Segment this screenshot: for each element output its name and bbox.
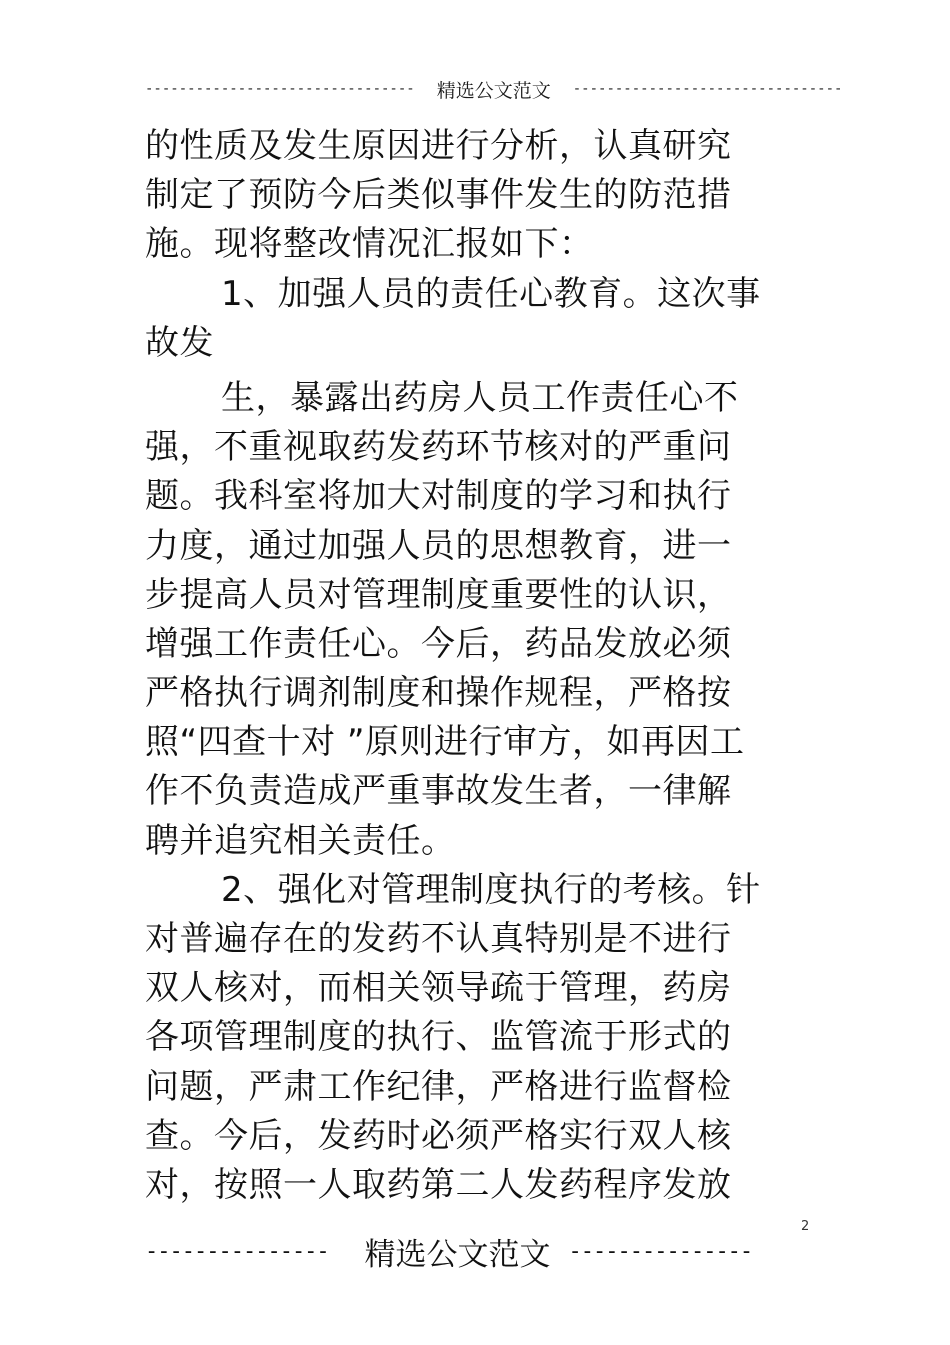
- text-line: 对普遍存在的发药不认真特别是不进行: [145, 919, 732, 959]
- text-line: 增强工作责任心。今后，药品发放必须: [145, 623, 732, 664]
- text-line: 作不负责造成严重事故发生者，一律解: [145, 771, 732, 812]
- text-line: 故发: [145, 322, 214, 363]
- footer-title: 精选公文范文: [364, 1236, 551, 1273]
- text-line: 生，暴露出药房人员工作责任心不: [221, 377, 739, 418]
- header-dashes-right: --------------------------------: [572, 81, 843, 97]
- text-line: 的性质及发生原因进行分析，认真研究: [145, 126, 732, 166]
- text-line: 双人核对，而相关领导疏于管理，药房: [145, 968, 732, 1009]
- text-line: 照“四查十对 ”原则进行审方，如再因工: [145, 722, 745, 763]
- header-dashes-left: --------------------------------: [145, 81, 415, 97]
- page-header: [145, 74, 843, 104]
- page-footer: [145, 1228, 770, 1274]
- footer-dashes-left: ---------------: [145, 1238, 329, 1264]
- page-number: 2: [801, 1219, 810, 1234]
- text-line: 严格执行调剂制度和操作规程，严格按: [145, 673, 732, 714]
- footer-dashes-right: ---------------: [568, 1238, 753, 1264]
- text-line: 题。我科室将加大对制度的学习和执行: [145, 476, 732, 517]
- text-line: 聘并追究相关责任。: [145, 820, 456, 861]
- text-line: 制定了预防今后类似事件发生的防范措: [145, 175, 732, 216]
- text-line: 力度，通过加强人员的思想教育，进一: [145, 525, 732, 566]
- text-line: 强，不重视取药发药环节核对的严重问: [145, 427, 732, 468]
- text-line: 问题，严肃工作纪律，严格进行监督检: [145, 1066, 732, 1107]
- text-line: 查。今后，发药时必须严格实行双人核: [145, 1115, 732, 1156]
- text-line: 2、强化对管理制度执行的考核。针: [221, 869, 761, 910]
- text-line: 1、加强人员的责任心教育。这次事: [221, 273, 761, 314]
- header-title: 精选公文范文: [436, 79, 551, 102]
- text-line: 步提高人员对管理制度重要性的认识，: [145, 574, 732, 615]
- text-line: 施。现将整改情况汇报如下：: [145, 224, 594, 265]
- text-line: 各项管理制度的执行、监管流于形式的: [145, 1017, 732, 1058]
- document-body: [145, 122, 785, 1210]
- text-line: 对，按照一人取药第二人发药程序发放: [145, 1164, 732, 1205]
